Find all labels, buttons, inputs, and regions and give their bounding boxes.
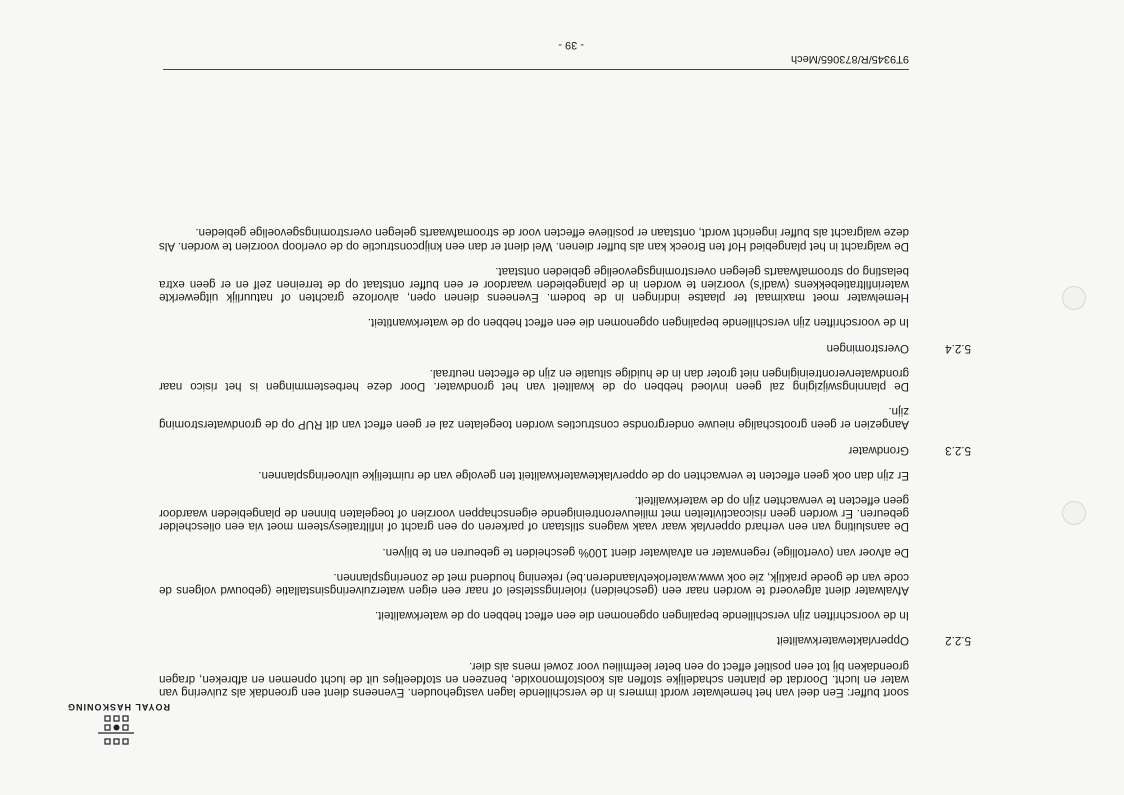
- section-number: 5.2.4: [945, 341, 971, 355]
- section-title: Grondwater: [848, 443, 909, 457]
- footer-divider: [163, 69, 909, 70]
- section-number: 5.2.2: [945, 634, 971, 648]
- paragraph: Aangezien er geen grootschalige nieuwe ondergrondse constructies worden toegelaten zal er geen effect van dit RUP op de grondwaterstroming zijn.: [159, 405, 909, 432]
- section-heading-5-2-2: [159, 634, 971, 648]
- paragraph: De walgracht in het plangebied Hof ten Broeck kan als buffer dienen. Wel dient er dan een knijpconstructie op de overloop voorzien te worden. Als deze walgracht als buffer ingericht wordt, ontstaan er positieve effecten voor de stroomafwaarts gelegen overstromingsgevoelige gebieden.: [159, 226, 909, 253]
- paragraph: De planningswijziging zal geen invloed hebben op de kwaliteit van het grondwater. Door deze herbestemmingen is het risico naar grondwaterverontreinigingen niet groter dan in de huidige situatie en zijn de effecten neutraal.: [159, 366, 909, 393]
- brand-logo: [14, 702, 174, 745]
- section-heading-5-2-3: [159, 443, 971, 457]
- section-heading-5-2-4: [159, 341, 971, 355]
- section-number: 5.2.3: [945, 443, 971, 457]
- punch-hole: [1062, 286, 1086, 310]
- body-text: [159, 214, 971, 699]
- paragraph: Afvalwater dient afgevoerd te worden naar een (gescheiden) rioleringsstelsel of naar een eigen waterzuiveringsinstallatie (gebouwd volgens de code van de goede praktijk, zie ook www.waterloketvlaanderen.be) rekening houdend met de zoneringsplannen.: [159, 570, 909, 597]
- paragraph: soort buffer: Een deel van het hemelwater wordt immers in de verschillende lagen vastgehouden. Eveneens dient een groendak als zuivering van water en lucht. Doordat de planten schadelijke stoffen als koolstofmonoxide, benzeen en stofdeeltjes uit de lucht opnemen en afbreken, dragen groendaken bij tot een positief effect op een beter leefmilieu voor zowel mens als dier.: [159, 659, 909, 699]
- document-reference: 9T9345/R/873065/Mech: [790, 53, 909, 65]
- paragraph: In de voorschriften zijn verschillende bepalingen opgenomen die een effect hebben op de waterkwaliteit.: [374, 609, 909, 623]
- paragraph: Hemelwater moet maximaal ter plaatse indringen in de bodem. Eveneens dienen open, alvorloze grachten of natuurlijk uitgewerkte waterinfiltratiebekkens (wadi's) voorzien te worden in de plangebieden waardoor er een buffer ontstaat op de terreinen zelf en er geen extra belasting op stroomafwaarts gelegen overstromingsgevoelige gebieden ontstaat.: [159, 264, 909, 305]
- paragraph: De afvoer van (overtollige) regenwater en afvalwater dient 100% gescheiden te gebeuren en te blijven.: [382, 545, 909, 559]
- page-number: - 39 -: [558, 39, 584, 51]
- paragraph: In de voorschriften zijn verschillende bepalingen opgenomen die een effect hebben op de waterkwantiteit.: [367, 316, 909, 330]
- paragraph: Er zijn dan ook geen effecten te verwachten op de oppervlaktewaterkwaliteit ten gevolge van de ruimtelijke uitvoeringsplannen.: [258, 468, 909, 482]
- paragraph: De aansluiting van een verhard oppervlak waar vaak wagens stilstaan of parkeren op een gracht of infiltratiesysteem moet via een olieschelder gebeuren. Er worden geen risicoactiviteiten met milieuverontreinigende eigenschappen voorzien of toegelaten binnen de plangebieden waardoor geen effecten te verwachten zijn op de waterkwaliteit.: [159, 493, 909, 534]
- section-title: Overstromingen: [826, 341, 909, 355]
- punch-hole: [1062, 501, 1086, 525]
- brand-name: ROYAL HASKONING: [66, 702, 170, 712]
- section-title: Oppervlaktewaterkwaliteit: [776, 634, 909, 648]
- royal-haskoning-crown-logo-icon: [96, 715, 136, 745]
